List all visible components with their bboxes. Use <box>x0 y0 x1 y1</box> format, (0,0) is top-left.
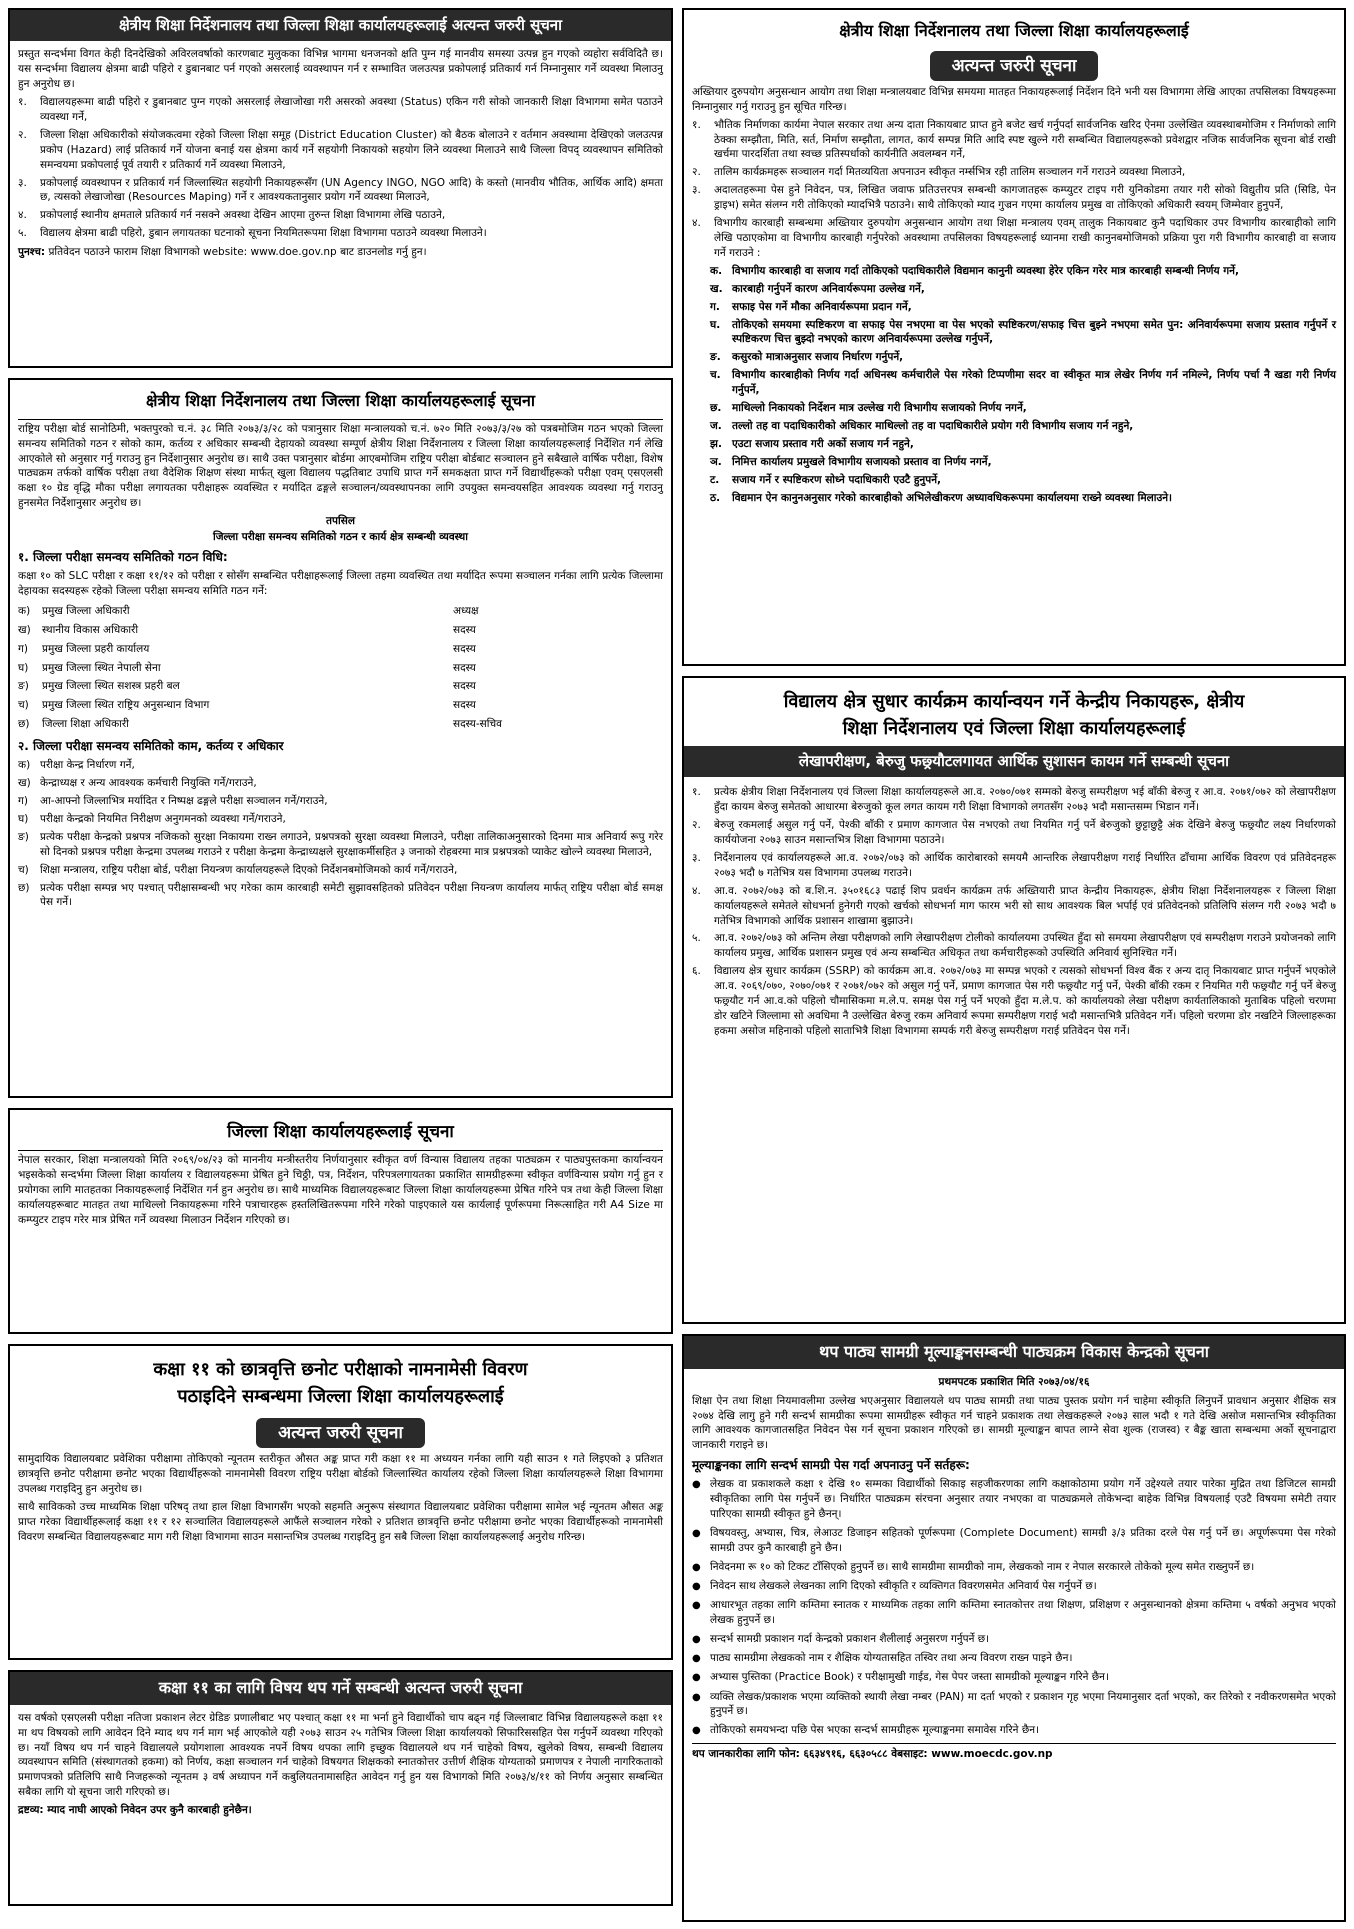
notice-exam-coordination <box>8 378 673 1098</box>
divider <box>18 1150 663 1151</box>
member-position: सदस्य <box>453 699 476 712</box>
item-text: आ-आफ्नो जिल्लाभित्र मर्यादित र निष्पक्ष ढङ्गले परीक्षा सञ्चालन गर्ने/गराउने, <box>40 795 328 807</box>
notice-intro: अख्तियार दुरुपयोग अनुसन्धान आयोग तथा शिक्षा मन्त्रालयबाट विभिन्न समयमा मातहत निकायहरूलाई निर्देशन दिने भनी यस विभागमा लेखि आएका तपसिलका विषयहरूमा निम्नानुसार गर्नु गराउनु हुन सूचित गरिन्छ। <box>692 85 1336 113</box>
notice-body: नेपाल सरकार, शिक्षा मन्त्रालयको मिति २०६९/०४/२३ को माननीय मन्त्रीस्तरीय निर्णयानुसार स्वीकृत वर्ण विन्यास विद्यालय तहका पाठ्यक्रम र पाठ्यपुस्तकमा कार्यान्वयन भइसकेको सन्दर्भमा जिल्ला शिक्षा कार्यालय र विद्यालयहरूमा प्रेषित हुने चिठ्ठी, पत्र, निर्देशन, परिपत्रलगायतका प्रकाशित सामग्रीहरूमा स्वीकृत वर्णविन्यास प्रयोग गर्नु हुन र प्रयोगका लागि मातहतका निकायहरूलाई निर्देशित गर्न हुन अनुरोध छ। साथै माध्यमिक विद्यालयहरूबाट जिल्ला शिक्षा कार्यालयहरूमा प्रेषित गरिने पत्र तथा केही जिल्ला शिक्षा कार्यालयहरूबाट मातहत तथा माथिल्लो निकायहरूमा गरिने पत्राचारहरू हस्तलिखितरूपमा गरिने गरेको पाइएकाले यस कार्यलाई पूर्णरूपमा निरूत्साहित गरी A4 Size मा कम्प्युटर टाइप गरेर मात्र प्रेषित गर्ने व्यवस्था मिलाउन निर्देशन गरिएको छ। <box>18 1154 663 1226</box>
item-text: तोकिएको समयमा स्पष्टिकरण वा सफाइ पेस नभएमा वा पेस भएको स्पष्टिकरण/सफाइ चित्त बुझ्ने नभएमा समेत पुन: अनिवार्यरूपमा सजाय प्रस्ताव गर्नुपर्ने र स्पष्टिकरण चित्त बुझ्दो नभएको कारण अनिवार्यरूपमा उल्लेख गर्नुपर्ने, <box>732 318 1336 346</box>
bullet-icon: ● <box>692 1581 701 1592</box>
condition-text: अभ्यास पुस्तिका (Practice Book) र परीक्षामुखी गाईड, गेस पेपर जस्ता सामग्रीको मूल्याङ्कन गरिने छैन। <box>710 1671 1109 1684</box>
item-number: छ. <box>710 402 722 415</box>
notice-intro: राष्ट्रिय परीक्षा बोर्ड सानोठिमी, भक्तपुरको च.नं. ३८ मिति २०७३/३/२८ को पत्रानुसार शिक्षा मन्त्रालयको च.नं. ७२० मिति २०७३/३/२७ को पत्रबमोजिम गठन भएको जिल्ला समन्वय समितिको गठन र सोको काम, कर्तव्य र अधिकार सम्बन्धी देहायको व्यवस्था सम्पूर्ण क्षेत्रीय शिक्षा निर्देशनालय र जिल्ला शिक्षा कार्यालयहरूलाई निर्देशित गर्न लेखि आएकोले सो अनुसार गर्नु गराउनु हुन निर्देशानुसार अनुरोध छ। साथै उक्त पत्रानुसार बोर्डमा आएबमोजिम राष्ट्रिय परीक्षा बोर्डबाट सञ्चालन हुने सबैखाले वार्षिक परीक्षा, विशेष पाठ्यक्रम तर्फको वार्षिक परीक्षा तथा वैदेशिक शिक्षण संस्था मार्फत् खुला विद्यालय पद्धतिबाट उपाधि प्राप्त गर्ने समकक्षता प्राप्त गर्ने विद्यार्थीहरूको परीक्षा एवम् एसएलसी कक्षा १० ग्रेड वृद्धि मौका परीक्षा लगायतका परीक्षाहरू व्यवस्थित र मर्यादित ढङ्गले सञ्चालन/व्यवस्थापनका लागि उपयुक्त समन्वयसहित आवश्यक व्यवस्था गर्नु गराउनु हुनसमेत निर्देशानुसार अनुरोध छ। <box>18 422 663 510</box>
member-row <box>18 715 663 734</box>
duty-item <box>18 776 663 791</box>
publication-date: प्रथमपटक प्रकाशित मिति २०७३/०४/१६ <box>938 1375 1090 1388</box>
condition-text: व्यक्ति लेखक/प्रकाशक भएमा व्यक्तिको स्थायी लेखा नम्बर (PAN) मा दर्ता भएको र प्रकाशन गृह भएमा नियमानुसार दर्ता भएको, कर तिरेको र नवीकरणसमेत भएको हुनुपर्ने छ। <box>710 1690 1336 1718</box>
condition-text: निवेदनमा रू १० को टिकट टाँसिएको हुनुपर्ने छ। साथै सामग्रीमा सामग्रीको नाम, लेखकको नाम र नेपाल सरकारले तोकेको मूल्य समेत राख्नुपर्ने छ। <box>710 1560 1255 1573</box>
divider <box>18 419 663 420</box>
item-text: विद्यमान ऐन कानुनअनुसार गरेको कारबाहीको अभिलेखीकरण अध्यावधिकरूपमा कार्यालयमा राख्ने व्यवस्था मिलाउने। <box>732 491 1173 504</box>
member-position: सदस्य <box>453 642 476 655</box>
item-number: ३. <box>692 851 701 864</box>
member-role: जिल्ला शिक्षा अधिकारी <box>42 718 129 731</box>
condition-item <box>692 1579 1336 1594</box>
condition-item <box>692 1651 1336 1666</box>
item-number: ६. <box>692 965 701 978</box>
item-text: जिल्ला शिक्षा अधिकारीको संयोजकत्वमा रहेको जिल्ला शिक्षा समूह (District Education Cluster) को बैठक बोलाउने र वर्तमान अवस्थामा देखिएको जलउत्पन्न प्रकोप (Hazard) लाई प्रतिकार्य गर्ने योजना बनाई यस क्षेत्रमा कार्य गर्ने सहयोगी निकायको सहयोग लिने व्यवस्था मिलाउने साथै जिल्ला विपद् व्यवस्थापन समितिको समन्वयमा प्रकोपलाई पूर्व तयारी र प्रतिकार्य गर्ने व्यवस्था मिलाउने, <box>40 128 663 171</box>
member-key: ख) <box>18 623 31 636</box>
item-text: प्रत्येक परीक्षा सम्पन्न भए पश्चात् परीक्षासम्बन्धी भए गरेका काम कारबाही समेटी सुझावसहितको प्रतिवेदन परीक्षा नियन्त्रण कार्यालय मार्फत् राष्ट्रिय परीक्षा बोर्ड समक्ष पेस गर्ने। <box>40 881 663 909</box>
member-role: प्रमुख जिल्ला प्रहरी कार्यालय <box>42 642 150 655</box>
conditions-list <box>692 1477 1336 1738</box>
list-item <box>18 95 663 125</box>
member-role: प्रमुख जिल्ला अधिकारी <box>42 604 130 617</box>
item-text: विभागीय कारबाही सम्बन्धमा अख्तियार दुरुपयोग अनुसन्धान आयोग तथा शिक्षा मन्त्रालय एवम् तालुक निकायबाट कुनै पदाधिकार उपर विभागीय कारबाहीको लागि लेखि पठाएकोमा वा विभागीय कारबाही गर्नुपरेको अवस्थामा तपसिलका विषयहरूलाई ध्यानमा राखी कानुनबमोजिमको प्रक्रिया पुरा गरी विभागीय कारबाही वा सजाय गर्ने गराउने : <box>714 217 1336 259</box>
duty-item <box>18 812 663 827</box>
duty-item <box>18 794 663 809</box>
notice-intro: प्रस्तुत सन्दर्भमा विगत केही दिनदेखिको अविरलवर्षाको कारणबाट मुलुकका विभिन्न भागमा धनजनको क्षति पुग्न गई मानवीय समस्या उत्पन्न हुन गएको व्यहोरा सर्वविदितै छ। यस सन्दर्भमा विद्यालय क्षेत्रमा बाढी पहिरो र डुबानबाट पर्न गएको असरलाई व्यवस्थापन गर्न र सम्भावित जलउत्पन्न प्रकोपलाई प्रतिकार्य गर्न निम्नानुसार गर्ने व्यवस्था मिलाउनु हुन अनुरोध छ। <box>18 48 663 91</box>
notice-item-list <box>692 785 1336 1039</box>
duty-item <box>18 863 663 878</box>
sub-item <box>710 491 1336 506</box>
item-number: ४. <box>18 209 27 222</box>
member-row <box>18 696 663 715</box>
condition-text: सन्दर्भ सामग्री प्रकाशन गर्दा केन्द्रको प्रकाशन शैलीलाई अनुसरण गर्नुपर्ने छ। <box>710 1633 990 1645</box>
notice-paragraph-2: साथै साविकको उच्च माध्यमिक शिक्षा परिषद् तथा हाल शिक्षा विभागसँग भएको सहमति अनुरूप संस्थागत विद्यालयबाट प्रवेशिका परीक्षामा सामेल भई न्यूनतम औसत अङ्क प्राप्त गरेका विद्यार्थीहरूलाई कक्षा ११ र १२ सञ्चालित विद्यालयहरूले आफैंले सञ्चालन गरेको २ प्रतिशत छात्रवृत्ति छनोट परीक्षामा छनोट भएका विद्यार्थीहरूको नामनामेसी विवरण सम्बन्धित विद्यालयहरूबाट माग गरी शिक्षा विभागमा साउन मसान्तभित्र उपलब्ध गराइदिनु हुन सबै जिल्ला शिक्षा कार्यालयहरूलाई अनुरोध गरिन्छ। <box>18 1500 663 1543</box>
notice-title-line-1: कक्षा ११ को छात्रवृत्ति छनोट परीक्षाको नामनामेसी विवरण <box>153 1359 528 1380</box>
item-text: निमित्त कार्यालय प्रमुखले विभागीय सजायको प्रस्ताव वा निर्णय नगर्ने, <box>732 455 992 468</box>
item-text: कसुरको मात्राअनुसार सजाय निर्धारण गर्नुपर्ने, <box>732 351 904 364</box>
schedule-subtitle: जिल्ला परीक्षा समन्वय समितिको गठन र कार्य क्षेत्र सम्बन्धी व्यवस्था <box>213 531 468 544</box>
list-item <box>692 964 1336 1039</box>
sub-item <box>710 455 1336 470</box>
item-text: विभागीय कारबाहीको निर्णय गर्दा अधिनस्थ कर्मचारीले पेस गरेको टिप्पणीमा सदर वा स्वीकृत मात्र लेखेर निर्णय गर्न नमिल्ने, निर्णय पर्चा नै खडा गरी निर्णय गर्नुपर्ने, <box>732 369 1336 397</box>
member-key: च) <box>18 699 29 712</box>
item-number: ३. <box>18 176 27 189</box>
item-text: प्रत्येक परीक्षा केन्द्रको प्रश्नपत्र नजिकको सुरक्षा निकायमा राख्न लगाउने, प्रश्नपत्रको सुरक्षा व्यवस्था मिलाउने, परीक्षा तालिकाअनुसारको दिनमा मात्र अनिवार्य रूपु गरेर सो दिनको प्रश्नपत्र परीक्षा केन्द्रमा उपलब्ध गराउने र परीक्षा केन्द्रमा केन्द्राध्यक्षले सुरक्षाकर्मीसहित ३ जनाको रोहबरमा मात्र प्रश्नपत्रको प्याकेट खोल्ने व्यवस्था मिलाउने, <box>40 830 663 858</box>
committee-members-table <box>18 602 663 734</box>
sub-item <box>710 350 1336 365</box>
item-number: १. <box>18 96 27 109</box>
item-number: ख) <box>18 777 31 790</box>
list-item <box>692 884 1336 929</box>
urgent-badge: अत्यन्त जरुरी सूचना <box>256 1418 425 1448</box>
list-item <box>692 165 1336 180</box>
bullet-icon: ● <box>692 1725 701 1737</box>
sub-item <box>710 368 1336 398</box>
urgent-badge: अत्यन्त जरुरी सूचना <box>930 51 1099 81</box>
sub-item <box>710 419 1336 434</box>
item-text: भौतिक निर्माणका कार्यमा नेपाल सरकार तथा अन्य दाता निकायबाट प्राप्त हुने बजेट खर्च गर्नुपर्दा सार्वजनिक खरिद ऐनमा उल्लेखित व्यवस्थाबमोजिम र निर्माणको लागि ठेक्का सम्झौता, मिति, सर्त, निर्माण सम्झौता, लागत, कार्य सम्पन्न मिति आदि स्पष्ट खुल्ने गरी सम्बन्धित विद्यालयहरूको प्रवेशद्वार नजिक सार्वजनिक सूचना बोर्ड राखी खर्चमा पारदर्शिता तथा स्वच्छ प्रतिस्पर्धाको कार्यनीति अवलम्बन गर्ने, <box>714 118 1336 161</box>
item-text: विद्यालय क्षेत्र सुधार कार्यक्रम (SSRP) को कार्यक्रम आ.व. २०७२/०७३ मा सम्पन्न भएको र त्यसको सोधभर्ना विश्व बैंक र अन्य दातृ निकायबाट प्राप्त गर्नुपर्ने भएकोले आ.व. २०६९/०७०, २०७०/०७१ र २०७१/०७२ को असुल गर्नु पर्ने, प्रमाण कागजात पेस गरी फछ्र्यौट गर्नु पर्ने, पेश्की बाँकी रकम र नियमित गरी फछ्र्यौट गर्नु पर्ने बेरुजु फछ्र्यौट गर्न आ.व.को पहिलो चौमासिकमा म.ले.प. समक्ष पेस गर्नु पर्ने भएको हुँदा म.ले.प. को कार्यालयको लेखा परीक्षण कार्यतालिकाको मुताबिक पहिलो चरणमा डोर खटिने जिल्लामा सो अवधिमा नै उल्लेखित बेरुजु रकम अनिवार्य रूपमा सम्परीक्षण गराई भदौ मसान्तभित्रै प्रतिवेदन गर्ने। पहिलो चरणमा डोर नखटिने जिल्लाहरूका हकमा असोज महिनाको पहिलो साताभित्रै शिक्षा विभागमा सम्पर्क गरी बेरुजु सम्परीक्षण गराई प्रतिवेदन पेस गर्ने। <box>714 965 1336 1037</box>
footnote-text: प्रतिवेदन पठाउने फाराम शिक्षा विभागको website: www.doe.gov.np बाट डाउनलोड गर्नु हुन। <box>45 246 427 259</box>
item-text: कारबाही गर्नुपर्ने कारण अनिवार्यरूपमा उल्लेख गर्ने, <box>732 282 925 295</box>
notice-title-line-1: विद्यालय क्षेत्र सुधार कार्यक्रम कार्यान्वयन गर्ने केन्द्रीय निकायहरू, क्षेत्रीय <box>783 691 1245 712</box>
member-row <box>18 602 663 621</box>
item-number: झ. <box>710 437 722 450</box>
member-position: सदस्य <box>453 661 476 674</box>
condition-item <box>692 1477 1336 1522</box>
member-key: क) <box>18 604 31 617</box>
item-text: केन्द्राध्यक्ष र अन्य आवश्यक कर्मचारी नियुक्ति गर्ने/गराउने, <box>40 777 257 790</box>
item-text: सजाय गर्ने र स्पष्टिकरण सोध्ने पदाधिकारी एउटै हुनुपर्ने, <box>732 473 942 486</box>
bullet-icon: ● <box>692 1653 701 1665</box>
duty-item <box>18 758 663 773</box>
item-text: प्रकोपलाई स्थानीय क्षमताले प्रतिकार्य गर्न नसक्ने अवस्था देखिन आएमा तुरुन्त शिक्षा विभागमा लेखि पठाउने, <box>40 209 446 222</box>
contact-info: थप जानकारीका लागि फोन: ६६३४९१६, ६६३०५८८ वेबसाइट: www.moecdc.gov.np <box>692 1743 1336 1762</box>
condition-item <box>692 1526 1336 1556</box>
item-text: प्रत्येक क्षेत्रीय शिक्षा निर्देशनालय एवं जिल्ला शिक्षा कार्यालयहरूले आ.व. २०७०/०७१ सम्मको बेरुजु सम्परीक्षण भई बाँकी बेरुजु र आ.व. २०७१/०७२ को लेखापरीक्षण हुँदा कायम बेरुजु समेतको आधारमा बेरुजुको कूल लगत कायम गरी शिक्षा विभागको लगतसँग २०७३ भदौ मसान्तसम्म भिडान गर्ने। <box>714 786 1336 814</box>
list-item <box>18 128 663 173</box>
notice-audit-governance <box>682 676 1346 1324</box>
item-number: ४. <box>692 884 701 897</box>
item-number: घ. <box>710 318 721 331</box>
left-column <box>8 8 673 1906</box>
member-key: घ) <box>18 661 29 674</box>
notice-class11-subjects <box>8 1670 673 1906</box>
condition-item <box>692 1598 1336 1628</box>
item-number: २. <box>692 819 701 832</box>
sub-item <box>710 264 1336 279</box>
list-item <box>692 183 1336 213</box>
notice-scholarship-list <box>8 1344 673 1660</box>
bullet-icon: ● <box>692 1691 701 1703</box>
notice-paragraph-1: सामुदायिक विद्यालयबाट प्रवेशिका परीक्षामा तोकिएको न्यूनतम स्तरीकृत औसत अङ्क प्राप्त गरी कक्षा ११ मा अध्ययन गर्नका लागि यही साउन १ गते लिइएको ३ प्रतिशत छात्रवृत्ति छनोट परीक्षामा छनोट भएका विद्यार्थीहरूको नामनामेसी विवरण राष्ट्रिय परीक्षा बोर्डको जिल्लास्थित कार्यालय रहेको जिल्ला शिक्षा कार्यालयहरूले शिक्षा विभागमा उपलब्ध गराइदिनु हुन अनुरोध छ। <box>18 1453 663 1495</box>
item-text: माथिल्लो निकायको निर्देशन मात्र उल्लेख गरी विभागीय सजायको निर्णय नगर्ने, <box>732 402 1027 415</box>
item-number: ५. <box>18 227 27 240</box>
sub-item <box>710 437 1336 452</box>
list-item <box>692 851 1336 881</box>
item-text: परीक्षा केन्द्रको नियमित निरीक्षण अनुगमनको व्यवस्था गर्ने/गराउने, <box>40 812 286 825</box>
item-text: निर्देशनालय एवं कार्यालयहरूले आ.व. २०७२/०७३ को आर्थिक कारोबारको समयमै आन्तरिक लेखापरीक्षण गराई निर्धारित ढाँचामा आर्थिक विवरण एवं प्रतिवेदनहरू २०७३ भदौ ७ गतेभित्र यस विभागमा उपलब्ध गराउने। <box>714 851 1336 879</box>
item-text: बेरुजु रकमलाई असुल गर्नु पर्ने, पेश्की बाँकी र प्रमाण कागजात पेस नभएको तथा नियमित गर्नु पर्ने बेरुजुको छुट्टाछुट्टै अंक देखिने बेरुजु फछ्र्यौट लक्ष्य निर्धारणको कार्ययोजना २०७३ साउन मसान्तभित्र शिक्षा विभागमा पठाउने। <box>714 819 1336 847</box>
condition-item <box>692 1560 1336 1575</box>
condition-text: निवेदन साथ लेखकले लेखनका लागि दिएको स्वीकृति र व्यक्तिगत विवरणसमेत अनिवार्य पेस गर्नुपर्ने छ। <box>710 1580 1097 1592</box>
bullet-icon: ● <box>692 1672 701 1684</box>
item-text: तालिम कार्यक्रमहरू सञ्चालन गर्दा मितव्ययिता अपनाउन स्वीकृत नर्म्सभित्र रही तालिम सञ्चालन गर्ने गराउने व्यवस्था मिलाउने, <box>714 166 1186 179</box>
member-position: अध्यक्ष <box>453 604 479 617</box>
notice-title: क्षेत्रीय शिक्षा निर्देशनालय तथा जिल्ला शिक्षा कार्यालयहरूलाई अत्यन्त जरुरी सूचना <box>10 10 671 41</box>
bullet-icon: ● <box>692 1528 701 1539</box>
notice-curriculum-materials <box>682 1334 1346 1922</box>
item-text: आ.व. २०७२/०७३ को अन्तिम लेखा परीक्षणको लागि लेखापरीक्षण टोलीको कार्यालयमा उपस्थित हुँदा सो समयमा लेखापरीक्षण एवं सम्परीक्षण गराउने प्रयोजनको लागि कार्यालय प्रमुख, आर्थिक प्रशासन प्रमुख एवं अन्य सम्बन्धित अधिकृत तथा कर्मचारीहरूको उपस्थिति अनिवार्य सुनिश्चित गर्ने। <box>714 932 1336 960</box>
item-number: ग. <box>710 300 720 313</box>
item-number: १. <box>692 118 701 131</box>
item-text: परीक्षा केन्द्र निर्धारण गर्ने, <box>40 759 135 772</box>
condition-item <box>692 1670 1336 1685</box>
item-text: तल्लो तह वा पदाधिकारीको अधिकार माथिल्लो तह वा पदाधिकारीले प्रयोग गरी विभागीय सजाय गर्न नहुने, <box>732 419 1134 432</box>
list-item <box>18 226 663 241</box>
conditions-title: मूल्याङ्कनका लागि सन्दर्भ सामग्री पेस गर्दा अपनाउनु पर्ने सर्तहरू: <box>692 1458 970 1473</box>
notice-flood-disaster <box>8 8 673 368</box>
duties-list <box>18 758 663 910</box>
duty-item <box>18 881 663 911</box>
notice-item-list <box>18 95 663 241</box>
item-number: क. <box>710 264 723 277</box>
sub-item <box>710 401 1336 416</box>
notice-subitem-list <box>692 264 1336 506</box>
member-position: सदस्य <box>453 680 476 693</box>
sub-item <box>710 300 1336 315</box>
item-number: ५. <box>692 932 701 945</box>
condition-text: विषयवस्तु, अभ्यास, चित्र, लेआउट डिजाइन सहितको पूर्णरूपमा (Complete Document) सामग्री ३/३ प्रतिका दरले पेस गर्नु पर्ने छ। अपूर्णरूपमा पेस गरेको सामग्री उपर कुनै कारबाही हुने छैन। <box>710 1527 1336 1554</box>
list-item <box>692 785 1336 815</box>
notice-footnote: द्रष्टव्य: म्याद नाघी आएको निवेदन उपर कुनै कारबाही हुनेछैन। <box>18 1804 252 1817</box>
condition-text: पाठ्य सामग्रीमा लेखकको नाम र शैक्षिक योग्यतासहित तस्विर तथा अन्य विवरण राख्न पाइने छैन। <box>710 1652 1073 1665</box>
item-text: विद्यालयहरूमा बाढी पहिरो र डुबानबाट पुग्न गएको असरलाई लेखाजोखा गरी असरको अवस्था (Status) एकिन गरी सोको जानकारी शिक्षा विभागमा समेत पठाउने व्यवस्था गर्ने, <box>40 96 663 123</box>
bullet-icon: ● <box>692 1600 701 1612</box>
condition-text: आधारभूत तहका लागि कम्तिमा स्नातक र माध्यमिक तहका लागि कम्तिमा स्नातकोत्तर तथा शिक्षण, प्रशिक्षण र अनुसन्धानको क्षेत्रमा कम्तिमा ५ वर्षको अनुभव भएको लेखक हुनुपर्ने छ। <box>710 1599 1336 1627</box>
item-text: विभागीय कारबाही वा सजाय गर्दा तोकिएको पदाधिकारीले विद्यमान कानुनी व्यवस्था हेरेर एकिन गरेर मात्र कारबाही सम्बन्धी निर्णय गर्ने, <box>732 264 1239 277</box>
item-text: प्रकोपलाई व्यवस्थापन र प्रतिकार्य गर्न जिल्लास्थित सहयोगी निकायहरूसँग (UN Agency INGO, NGO आदि) के कस्तो (मानवीय भौतिक, आर्थिक आदि) क्षमता छ, त्यसको लेखाजोखा (Resources Maping) गर्ने र आवश्यकतानुसार प्रयोग गर्ने व्यवस्था मिलाउने, <box>40 176 663 204</box>
condition-item <box>692 1632 1336 1647</box>
member-key: ग) <box>18 642 29 655</box>
item-text: एउटा सजाय प्रस्ताव गरी अर्को सजाय गर्न नहुने, <box>732 437 914 450</box>
list-item <box>692 118 1336 163</box>
item-number: ठ. <box>710 491 721 504</box>
condition-text: तोकिएको समयभन्दा पछि पेस भएका सन्दर्भ सामग्रीहरू मूल्याङ्कनमा समावेस गरिने छैन। <box>710 1724 1040 1737</box>
notice-title: जिल्ला शिक्षा कार्यालयहरूलाई सूचना <box>227 1122 454 1142</box>
item-text: आ.व. २०७२/०७३ को ब.शि.न. ३५०१६८३ पढाई शिप प्रवर्धन कार्यक्रम तर्फ अख्तियारी प्राप्त केन्द्रीय निकायहरू, क्षेत्रीय शिक्षा निर्देशनालयहरू र जिल्ला शिक्षा कार्यालयहरूले समेतले सोधभर्ना हुनेगरी गएको खर्चको सोधभर्ना माग फारम भरी सो साथ आवश्यक बिल भर्पाई एवं प्रतिवेदनको प्रतिलिपि संलग्न गरी २०७३ भदौ ७ गतेभित्र विभागको आर्थिक प्रशासन शाखामा बुझाउने। <box>714 884 1336 927</box>
member-position: सदस्य-सचिव <box>453 718 502 731</box>
list-item <box>692 216 1336 261</box>
sub-item <box>710 473 1336 488</box>
list-item <box>692 818 1336 848</box>
member-role: प्रमुख जिल्ला स्थित राष्ट्रिय अनुसन्धान विभाग <box>42 699 210 712</box>
member-position: सदस्य <box>453 623 476 636</box>
item-number: ग) <box>18 795 29 807</box>
list-item <box>692 931 1336 961</box>
item-number: क) <box>18 759 31 772</box>
item-number: छ) <box>18 881 30 894</box>
duty-item <box>18 830 663 860</box>
section-2-title: २. जिल्ला परीक्षा समन्वय समितिको काम, कर्तव्य र अधिकार <box>18 739 284 754</box>
notice-title: कक्षा ११ का लागि विषय थप गर्ने सम्बन्धी अत्यन्त जरुरी सूचना <box>10 1672 671 1705</box>
sub-item <box>710 318 1336 348</box>
notice-intro: शिक्षा ऐन तथा शिक्षा नियमावलीमा उल्लेख भएअनुसार विद्यालयले थप पाठ्य सामग्री तथा पाठ्य पुस्तक प्रयोग गर्न चाहेमा स्वीकृति लिनुपर्ने प्रावधान अनुसार शैक्षिक सत्र २०७४ देखि लागु हुने गरी सन्दर्भ सामग्रीका रूपमा सामग्रीहरू स्वीकृत गर्न चाहने प्रकाशक तथा लेखकहरूले २०७३ साल भदौ १ गते देखि असोज मसान्तभित्र स्वीकृतिका लागि आवश्यक कागजातसहित निवेदन पेस गर्न सूचना प्रकाशन गरिएको छ। सामग्री मूल्याङ्कन बापत लाग्ने सेवा शुल्क (राजस्व) र बैङ्क खाता सम्बन्धमा अर्को सूचनाद्वारा जानकारी गराइने छ। <box>692 1394 1336 1452</box>
notice-item-list <box>692 118 1336 261</box>
member-key: छ) <box>18 718 30 731</box>
item-number: ज. <box>710 419 722 432</box>
item-number: २. <box>18 128 27 141</box>
notice-footnote <box>18 245 663 260</box>
member-row <box>18 659 663 678</box>
schedule-title: तपसिल <box>326 515 355 528</box>
member-row <box>18 621 663 640</box>
footnote-label: पुनश्च: <box>18 246 46 259</box>
item-number: ङ. <box>710 351 721 364</box>
member-row <box>18 677 663 696</box>
item-number: १. <box>692 786 701 799</box>
member-role: प्रमुख जिल्ला स्थित नेपाली सेना <box>42 661 161 674</box>
item-text: अदालतहरूमा पेस हुने निवेदन, पत्र, लिखित जवाफ प्रतिउत्तरपत्र सम्बन्धी कागजातहरू कम्प्युटर टाइप गरी युनिकोडमा तयार गरी सोको विद्युतीय प्रति (सिडि, पेन ड्राइभ) समेत संलग्न गरी तोकिएको म्यादभित्रै पठाउने। साथै तोकिएको म्याद गुज्रन गएमा कार्यालय प्रमुख वा तोकिएको अधिकारी स्वयम् जिम्मेवार हुनुपर्ने, <box>714 184 1336 212</box>
bullet-icon: ● <box>692 1634 701 1645</box>
list-item <box>18 208 663 223</box>
notice-subtitle-bar: लेखापरीक्षण, बेरुजु फछ्र्यौटलगायत आर्थिक सुशासन कायम गर्ने सम्बन्धी सूचना <box>684 746 1344 777</box>
section-1-title: १. जिल्ला परीक्षा समन्वय समितिको गठन विधि: <box>18 549 228 564</box>
notice-title-line-2: पठाइदिने सम्बन्धमा जिल्ला शिक्षा कार्यालयहरूलाई <box>177 1386 504 1407</box>
notice-disciplinary-action <box>682 8 1346 666</box>
member-row <box>18 640 663 659</box>
member-key: ङ) <box>18 680 29 693</box>
notice-title-line-2: शिक्षा निर्देशनालय एवं जिल्ला शिक्षा कार्यालयहरूलाई <box>842 718 1186 739</box>
right-column <box>682 8 1346 1922</box>
member-role: स्थानीय विकास अधिकारी <box>42 623 139 636</box>
condition-text: लेखक वा प्रकाशकले कक्षा १ देखि १० सम्मका विद्यार्थीको सिकाइ सहजीकरणका लागि कक्षाकोठामा प्रयोग गर्ने उद्देश्यले तयार पारेका मुद्रित तथा डिजिटल सामग्री स्वीकृतिका लागि पेस गर्नुपर्ने छ। निर्धारित पाठ्यक्रम संरचना अनुसार तयार नभएका वा पाठ्यक्रमले तोकेभन्दा बाहेक विभिन्न विषयलाई एउटै विषयमा समेटी तयार पारिएका सामग्री स्वीकृत हुने छैनन्। <box>710 1478 1336 1521</box>
notice-title: क्षेत्रीय शिक्षा निर्देशनालय तथा जिल्ला शिक्षा कार्यालयहरूलाई <box>839 21 1189 40</box>
item-text: सफाइ पेस गर्ने मौका अनिवार्यरूपमा प्रदान गर्ने, <box>732 300 912 313</box>
bullet-icon: ● <box>692 1561 701 1573</box>
notice-title: थप पाठ्य सामग्री मूल्याङ्कनसम्बन्धी पाठ्यक्रम विकास केन्द्रको सूचना <box>684 1336 1344 1369</box>
item-number: ४. <box>692 217 701 230</box>
notice-title: क्षेत्रीय शिक्षा निर्देशनालय तथा जिल्ला शिक्षा कार्यालयहरूलाई सूचना <box>145 391 536 410</box>
bullet-icon: ● <box>692 1479 701 1491</box>
item-text: शिक्षा मन्त्रालय, राष्ट्रिय परीक्षा बोर्ड, परीक्षा नियन्त्रण कार्यालयहरूले दिएको निर्देशनबमोजिमको कार्य गर्ने/गराउने, <box>40 863 458 876</box>
section-1-intro: कक्षा १० को SLC परीक्षा र कक्षा ११/१२ को परीक्षा र सोसँग सम्बन्धित परीक्षाहरूलाई जिल्ला तहमा व्यवस्थित तथा मर्यादित रूपमा सञ्चालन गर्नका लागि प्रत्येक जिल्लामा देहायका सदस्यहरू रहेको जिल्ला परीक्षा समन्वय समिति गठन गर्ने: <box>18 570 663 597</box>
item-number: ३. <box>692 184 701 197</box>
condition-item <box>692 1690 1336 1720</box>
item-number: २. <box>692 166 701 179</box>
item-number: ञ. <box>710 455 722 468</box>
notice-spelling-standard <box>8 1108 673 1334</box>
item-number: च) <box>18 863 29 876</box>
list-item <box>18 176 663 206</box>
item-text: विद्यालय क्षेत्रमा बाढी पहिरो, डुबान लगायतका घटनाको सूचना नियमितरूपमा शिक्षा विभागमा पठाउने व्यवस्था मिलाउने। <box>40 227 487 240</box>
sub-item <box>710 282 1336 297</box>
member-role: प्रमुख जिल्ला स्थित सशस्त्र प्रहरी बल <box>42 680 180 693</box>
item-number: घ) <box>18 812 29 825</box>
item-number: ट. <box>710 473 720 486</box>
item-number: ख. <box>710 282 723 295</box>
item-number: च. <box>710 369 721 382</box>
notice-body: यस वर्षको एसएलसी परीक्षा नतिजा प्रकाशन लेटर ग्रेडिङ प्रणालीबाट भए पश्चात् कक्षा ११ मा भर्ना हुने विद्यार्थीको चाप बढ्न गई जिल्लाबाट विभिन्न विद्यालयहरूले कक्षा ११ मा थप विषयको लागि आवेदन दिने म्याद थप गर्न माग भई आएकोले यही २०७३ साउन २५ गतेभित्र जिल्ला शिक्षा कार्यालयको सिफारिससहित पेस गर्नुपर्ने व्यवस्था गरिएको छ। नयाँ विषय थप गर्न चाहने विद्यालयले प्रयोगशाला आवश्यक नपर्ने विषय थपका लागि इच्छुक विद्यालयले थप गर्न चाहेको विषय, खुलेको विषय, सम्बन्धी विद्यालय व्यवस्थापन समिति (संस्थागतको हकमा) को निर्णय, कक्षा सञ्चालन गर्न चाहेको विषयगत शिक्षकको स्नातकोत्तर उत्तीर्ण शैक्षिक योग्यताको प्रमाणपत्र र नेपाली नागरिकताको प्रमाणपत्रको प्रतिलिपि साथै निजहरूको न्यूनतम ३ वर्ष अध्यापन गर्ने कबुलियतनामासहित आवेदन गर्नु हुन यस विभागको मिति २०७३/४/११ को निर्णय अनुसार सम्बन्धित सबैका लागि यो सूचना जारी गरिएको छ। <box>18 1711 663 1799</box>
item-number: ङ) <box>18 830 29 843</box>
condition-item <box>692 1723 1336 1738</box>
